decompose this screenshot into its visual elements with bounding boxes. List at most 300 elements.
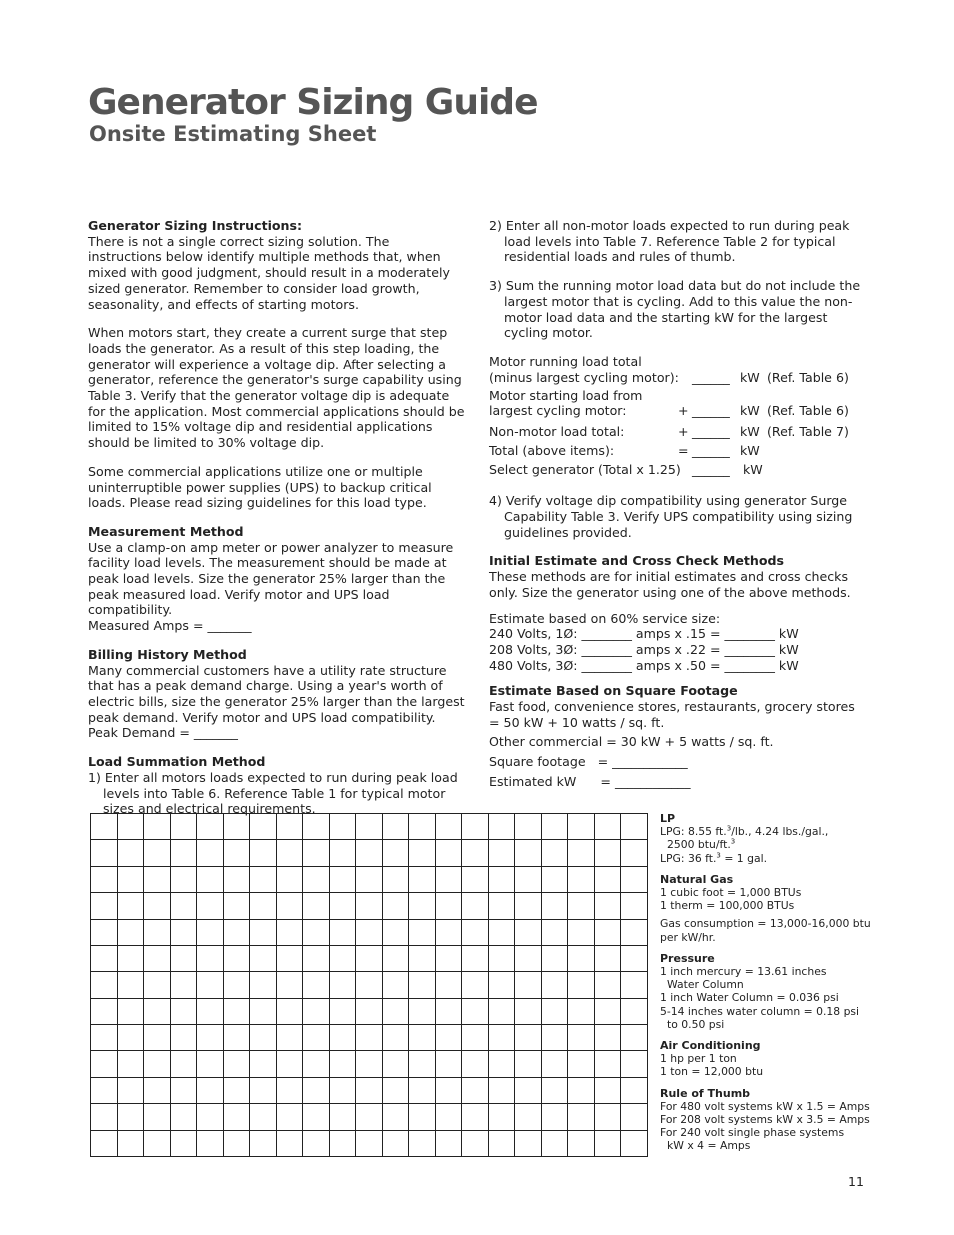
grid-cell (594, 972, 621, 998)
grid-cell (197, 893, 224, 919)
grid-cell (488, 1130, 515, 1157)
grid-cell (568, 998, 595, 1024)
grid-cell (117, 1025, 144, 1051)
grid-cell (197, 840, 224, 866)
grid-cell (382, 1051, 409, 1077)
grid-cell (594, 1077, 621, 1103)
grid-cell (541, 866, 568, 892)
grid-cell (276, 893, 303, 919)
calc-ref: (Ref. Table 6) (767, 369, 849, 385)
grid-cell (435, 840, 462, 866)
grid-cell (144, 1130, 171, 1157)
pressure-line: Water Column (667, 978, 744, 992)
grid-cell (515, 998, 542, 1024)
grid-cell (303, 1077, 330, 1103)
calc-label: Motor starting load from (489, 387, 643, 403)
grid-cell (462, 1077, 489, 1103)
grid-cell (541, 945, 568, 971)
grid-cell (197, 998, 224, 1024)
grid-cell (197, 972, 224, 998)
grid-cell (382, 945, 409, 971)
grid-cell (223, 1130, 250, 1157)
grid-cell (568, 814, 595, 840)
grid-cell (435, 1051, 462, 1077)
grid-cell (382, 1104, 409, 1130)
service-size-row: 480 Volts, 3Ø: ________ amps x .50 = ________ kW (489, 657, 799, 673)
grid-cell (117, 919, 144, 945)
load-step-1: 1) Enter all motors loads expected to run during peak load levels into Table 6. Reference Table 1 for typical motor sizes and electrical requirements. (88, 769, 458, 817)
grid-cell (435, 814, 462, 840)
grid-cell (382, 814, 409, 840)
grid-cell (356, 1025, 383, 1051)
grid-cell (409, 1130, 436, 1157)
grid-cell (170, 1077, 197, 1103)
grid-cell (356, 1104, 383, 1130)
lp-line: LPG: 36 ft.$^3$ = 1 gal. (660, 851, 768, 865)
grid-cell (515, 814, 542, 840)
grid-cell (276, 972, 303, 998)
grid-cell (303, 998, 330, 1024)
grid-cell (541, 1130, 568, 1157)
grid-cell (515, 866, 542, 892)
grid-cell (515, 972, 542, 998)
grid-cell (170, 998, 197, 1024)
grid-cell (223, 1051, 250, 1077)
grid-cell (382, 893, 409, 919)
grid-cell (541, 972, 568, 998)
grid-cell (276, 998, 303, 1024)
grid-cell (435, 1077, 462, 1103)
grid-cell (303, 1104, 330, 1130)
grid-cell (382, 1077, 409, 1103)
grid-cell (329, 1025, 356, 1051)
grid-cell (223, 1025, 250, 1051)
grid-cell (488, 893, 515, 919)
grid-cell (435, 919, 462, 945)
grid-cell (329, 1051, 356, 1077)
grid-cell (117, 1077, 144, 1103)
grid-cell (117, 893, 144, 919)
grid-cell (488, 998, 515, 1024)
grid-cell (409, 998, 436, 1024)
grid-cell (515, 1025, 542, 1051)
grid-cell (144, 1025, 171, 1051)
grid-cell (170, 1104, 197, 1130)
grid-cell (382, 972, 409, 998)
rule-of-thumb-line: kW x 4 = Amps (667, 1139, 751, 1153)
billing-heading: Billing History Method (88, 646, 247, 662)
grid-row (91, 866, 648, 892)
grid-cell (91, 945, 118, 971)
pressure-line: 5-14 inches water column = 0.18 psi (660, 1004, 860, 1018)
grid-row (91, 1025, 648, 1051)
natural-gas-heading: Natural Gas (660, 872, 734, 886)
grid-cell (409, 1104, 436, 1130)
grid-cell (462, 972, 489, 998)
calc-blank: ______ (692, 443, 730, 459)
grid-cell (488, 972, 515, 998)
grid-cell (117, 972, 144, 998)
page-number: 11 (848, 1174, 864, 1189)
grid-cell (435, 1025, 462, 1051)
grid-cell (197, 1077, 224, 1103)
calc-label: (minus largest cycling motor): (489, 369, 679, 385)
pressure-line: 1 inch Water Column = 0.036 psi (660, 991, 839, 1005)
worksheet-grid (90, 813, 648, 1157)
grid-cell (223, 1104, 250, 1130)
rule-of-thumb-line: For 240 volt single phase systems (660, 1126, 845, 1140)
grid-cell (568, 893, 595, 919)
grid-cell (409, 972, 436, 998)
billing-text: Many commercial customers have a utility rate structure that has a peak demand charge. Using a year's worth of electric bills, size the generator 25% larger than the largest peak demand. Verify motor and UPS load compatibility. (88, 662, 465, 725)
calc-blank: ______ (692, 369, 730, 385)
square-footage-heading: Estimate Based on Square Footage (489, 683, 738, 699)
grid-cell (462, 1051, 489, 1077)
grid-cell (541, 998, 568, 1024)
calc-operator: = (678, 443, 689, 459)
instructions-paragraph: Some commercial applications utilize one or multiple uninterruptible power supplies (UPS) to backup critical loads. Please read sizing guidelines for this load type. (88, 463, 432, 511)
grid-cell (91, 840, 118, 866)
instructions-paragraph: There is not a single correct sizing solution. The instructions below identify multiple methods that, when mixed with good judgment, should result in a moderately sized generator. Remember to consider load growth, seasonality, and effects of starting motors. (88, 233, 450, 312)
grid-cell (568, 840, 595, 866)
grid-cell (462, 866, 489, 892)
air-conditioning-heading: Air Conditioning (660, 1039, 761, 1053)
grid-row (91, 945, 648, 971)
grid-cell (223, 945, 250, 971)
grid-cell (250, 1025, 277, 1051)
grid-cell (197, 1104, 224, 1130)
grid-cell (568, 945, 595, 971)
calc-unit: kW (740, 443, 760, 459)
grid-cell (356, 866, 383, 892)
grid-cell (488, 840, 515, 866)
grid-cell (276, 1051, 303, 1077)
grid-cell (144, 998, 171, 1024)
grid-cell (91, 1025, 118, 1051)
grid-cell (621, 840, 648, 866)
grid-cell (197, 814, 224, 840)
grid-cell (329, 998, 356, 1024)
grid-cell (223, 998, 250, 1024)
grid-row (91, 972, 648, 998)
instructions-paragraph: When motors start, they create a current surge that step loads the generator. As a result of this step loading, the generator will experience a voltage dip. After selecting a generator, reference the generator's surge capability using Table 3. Verify that the generator voltage dip is adequate for the application. Most commercial applications should be limited to 15% voltage dip and residential applications should be limited to 30% voltage dip. (88, 325, 465, 451)
grid-cell (594, 1130, 621, 1157)
grid-cell (91, 893, 118, 919)
grid-cell (303, 840, 330, 866)
grid-cell (621, 1051, 648, 1077)
grid-cell (594, 814, 621, 840)
grid-cell (621, 1130, 648, 1157)
grid-cell (541, 893, 568, 919)
grid-cell (117, 814, 144, 840)
calc-unit: kW (743, 462, 763, 478)
grid-cell (170, 893, 197, 919)
grid-cell (329, 1077, 356, 1103)
grid-cell (356, 1077, 383, 1103)
grid-row (91, 919, 648, 945)
grid-cell (594, 945, 621, 971)
grid-cell (409, 1025, 436, 1051)
grid-cell (621, 814, 648, 840)
calc-unit: kW (740, 424, 760, 440)
grid-cell (329, 814, 356, 840)
grid-cell (329, 866, 356, 892)
initial-estimate-text: These methods are for initial estimates and cross checks only. Size the generator using one of the above methods. (489, 569, 851, 600)
grid-cell (117, 866, 144, 892)
grid-cell (382, 1130, 409, 1157)
grid-cell (462, 814, 489, 840)
grid-cell (515, 945, 542, 971)
grid-cell (462, 1130, 489, 1157)
load-step-3: 3) Sum the running motor load data but do not include the largest motor that is cycling. Add to this value the non-motor load data and the starting kW for the largest cycling motor. (489, 278, 861, 341)
grid-cell (170, 1025, 197, 1051)
grid-cell (223, 919, 250, 945)
grid-cell (303, 866, 330, 892)
grid-cell (250, 814, 277, 840)
grid-cell (117, 1051, 144, 1077)
grid-cell (250, 840, 277, 866)
grid-cell (303, 1130, 330, 1157)
rule-of-thumb-line: For 480 volt systems kW x 1.5 = Amps (660, 1099, 870, 1113)
grid-cell (621, 1077, 648, 1103)
grid-cell (488, 1077, 515, 1103)
grid-cell (144, 972, 171, 998)
grid-cell (541, 1077, 568, 1103)
grid-cell (515, 840, 542, 866)
measured-amps-field: Measured Amps = _______ (88, 618, 252, 634)
grid-cell (541, 1104, 568, 1130)
grid-cell (621, 1104, 648, 1130)
grid-cell (356, 972, 383, 998)
grid-cell (303, 972, 330, 998)
grid-cell (144, 1051, 171, 1077)
calc-label: Select generator (Total x 1.25) (489, 462, 681, 478)
grid-cell (303, 945, 330, 971)
grid-cell (144, 866, 171, 892)
grid-cell (329, 1130, 356, 1157)
grid-cell (409, 866, 436, 892)
grid-cell (276, 1025, 303, 1051)
grid-cell (435, 893, 462, 919)
grid-cell (409, 840, 436, 866)
calc-label: Motor running load total (489, 353, 642, 369)
grid-cell (250, 866, 277, 892)
grid-cell (409, 1051, 436, 1077)
grid-cell (462, 840, 489, 866)
natural-gas-line: 1 cubic foot = 1,000 BTUs (660, 886, 802, 900)
grid-cell (91, 1077, 118, 1103)
grid-cell (382, 866, 409, 892)
grid-cell (621, 945, 648, 971)
grid-cell (117, 945, 144, 971)
grid-cell (170, 972, 197, 998)
grid-cell (515, 893, 542, 919)
grid-cell (329, 1104, 356, 1130)
grid-cell (223, 814, 250, 840)
grid-cell (250, 1104, 277, 1130)
calc-blank: ______ (692, 462, 730, 478)
grid-cell (356, 945, 383, 971)
grid-cell (356, 1051, 383, 1077)
service-size-intro: Estimate based on 60% service size: (489, 610, 721, 626)
grid-cell (170, 866, 197, 892)
grid-cell (568, 972, 595, 998)
grid-cell (117, 998, 144, 1024)
grid-cell (568, 1077, 595, 1103)
grid-cell (170, 1051, 197, 1077)
grid-cell (515, 1077, 542, 1103)
grid-cell (462, 1104, 489, 1130)
grid-cell (621, 919, 648, 945)
natural-gas-line: 1 therm = 100,000 BTUs (660, 899, 795, 913)
grid-cell (356, 840, 383, 866)
grid-cell (276, 1104, 303, 1130)
right-column (489, 218, 864, 790)
grid-cell (250, 893, 277, 919)
measurement-text: Use a clamp-on amp meter or power analyzer to measure facility load levels. The measurement should be made at peak load levels. Size the generator 25% larger than the peak measured load. Verify motor and UPS load compatibility. (88, 539, 454, 618)
calc-label: Non-motor load total: (489, 424, 625, 440)
grid-cell (144, 945, 171, 971)
grid-cell (276, 1077, 303, 1103)
grid-cell (488, 866, 515, 892)
grid-row (91, 998, 648, 1024)
instructions-heading: Generator Sizing Instructions: (88, 218, 303, 233)
load-step-2: 2) Enter all non-motor loads expected to run during peak load levels into Table 7. Reference Table 2 for typical residential loads and rules of thumb. (489, 218, 850, 265)
grid-cell (91, 1130, 118, 1157)
grid-cell (250, 919, 277, 945)
grid-cell (462, 893, 489, 919)
grid-cell (621, 998, 648, 1024)
grid-cell (435, 1104, 462, 1130)
grid-cell (91, 919, 118, 945)
grid-cell (356, 893, 383, 919)
grid-cell (117, 840, 144, 866)
grid-cell (568, 1104, 595, 1130)
grid-cell (329, 945, 356, 971)
grid-cell (382, 998, 409, 1024)
service-size-row: 208 Volts, 3Ø: ________ amps x .22 = ________ kW (489, 641, 799, 657)
grid-cell (303, 893, 330, 919)
air-conditioning-line: 1 ton = 12,000 btu (660, 1065, 764, 1079)
grid-cell (329, 972, 356, 998)
calc-label: largest cycling motor: (489, 403, 627, 419)
grid-cell (621, 893, 648, 919)
grid-cell (621, 1025, 648, 1051)
grid-cell (594, 1051, 621, 1077)
grid-cell (91, 998, 118, 1024)
grid-cell (144, 893, 171, 919)
measurement-heading: Measurement Method (88, 523, 244, 539)
grid-cell (594, 1025, 621, 1051)
grid-cell (541, 1051, 568, 1077)
grid-cell (462, 919, 489, 945)
square-footage-other: Other commercial = 30 kW + 5 watts / sq. ft. (489, 734, 774, 750)
grid-cell (197, 945, 224, 971)
grid-cell (276, 866, 303, 892)
grid-cell (488, 945, 515, 971)
grid-cell (568, 1051, 595, 1077)
grid-cell (356, 919, 383, 945)
grid-cell (382, 919, 409, 945)
grid-cell (197, 1051, 224, 1077)
air-conditioning-line: 1 hp per 1 ton (660, 1052, 737, 1066)
natural-gas-line: Gas consumption = 13,000-16,000 btu per kW/hr. (660, 917, 871, 944)
grid-cell (223, 866, 250, 892)
grid-cell (91, 1051, 118, 1077)
calc-label: Total (above items): (489, 443, 615, 459)
grid-cell (329, 893, 356, 919)
grid-cell (303, 1051, 330, 1077)
grid-cell (223, 972, 250, 998)
left-column (88, 218, 466, 817)
grid-row (91, 1077, 648, 1103)
estimated-kw-field: Estimated kW = ____________ (489, 773, 691, 789)
grid-cell (117, 1104, 144, 1130)
peak-demand-field: Peak Demand = _______ (88, 725, 238, 741)
grid-cell (568, 866, 595, 892)
grid-cell (223, 1077, 250, 1103)
lp-line: LPG: 8.55 ft.$^3$/lb., 4.24 lbs./gal., (660, 824, 829, 839)
load-summation-heading: Load Summation Method (88, 754, 266, 770)
grid-cell (303, 814, 330, 840)
grid-cell (197, 1025, 224, 1051)
grid-row (91, 893, 648, 919)
grid-cell (250, 945, 277, 971)
calc-ref: (Ref. Table 7) (767, 424, 849, 440)
grid-cell (144, 814, 171, 840)
grid-cell (488, 814, 515, 840)
grid-cell (594, 919, 621, 945)
grid-row (91, 1130, 648, 1157)
grid-cell (409, 945, 436, 971)
rule-of-thumb-heading: Rule of Thumb (660, 1086, 751, 1100)
grid-cell (250, 998, 277, 1024)
grid-cell (488, 1025, 515, 1051)
grid-cell (197, 866, 224, 892)
grid-cell (488, 1104, 515, 1130)
load-calculation (489, 354, 864, 480)
grid-cell (594, 866, 621, 892)
grid-cell (594, 893, 621, 919)
grid-cell (170, 945, 197, 971)
grid-cell (515, 1130, 542, 1157)
calc-unit: kW (740, 369, 760, 385)
grid-cell (515, 1051, 542, 1077)
grid-cell (435, 866, 462, 892)
grid-cell (409, 1077, 436, 1103)
grid-cell (462, 1025, 489, 1051)
grid-cell (356, 1130, 383, 1157)
grid-cell (329, 919, 356, 945)
service-size-row: 240 Volts, 1Ø: ________ amps x .15 = ________ kW (489, 626, 799, 642)
grid-cell (594, 998, 621, 1024)
grid-row (91, 814, 648, 840)
grid-cell (435, 972, 462, 998)
grid-cell (541, 840, 568, 866)
grid-cell (250, 1077, 277, 1103)
grid-cell (382, 1025, 409, 1051)
grid-cell (91, 814, 118, 840)
grid-cell (356, 814, 383, 840)
calc-unit: kW (740, 403, 760, 419)
grid-row (91, 840, 648, 866)
grid-cell (303, 919, 330, 945)
grid-cell (594, 840, 621, 866)
grid-cell (223, 840, 250, 866)
grid-cell (621, 972, 648, 998)
grid-cell (250, 972, 277, 998)
initial-estimate-heading: Initial Estimate and Cross Check Methods (489, 553, 785, 569)
